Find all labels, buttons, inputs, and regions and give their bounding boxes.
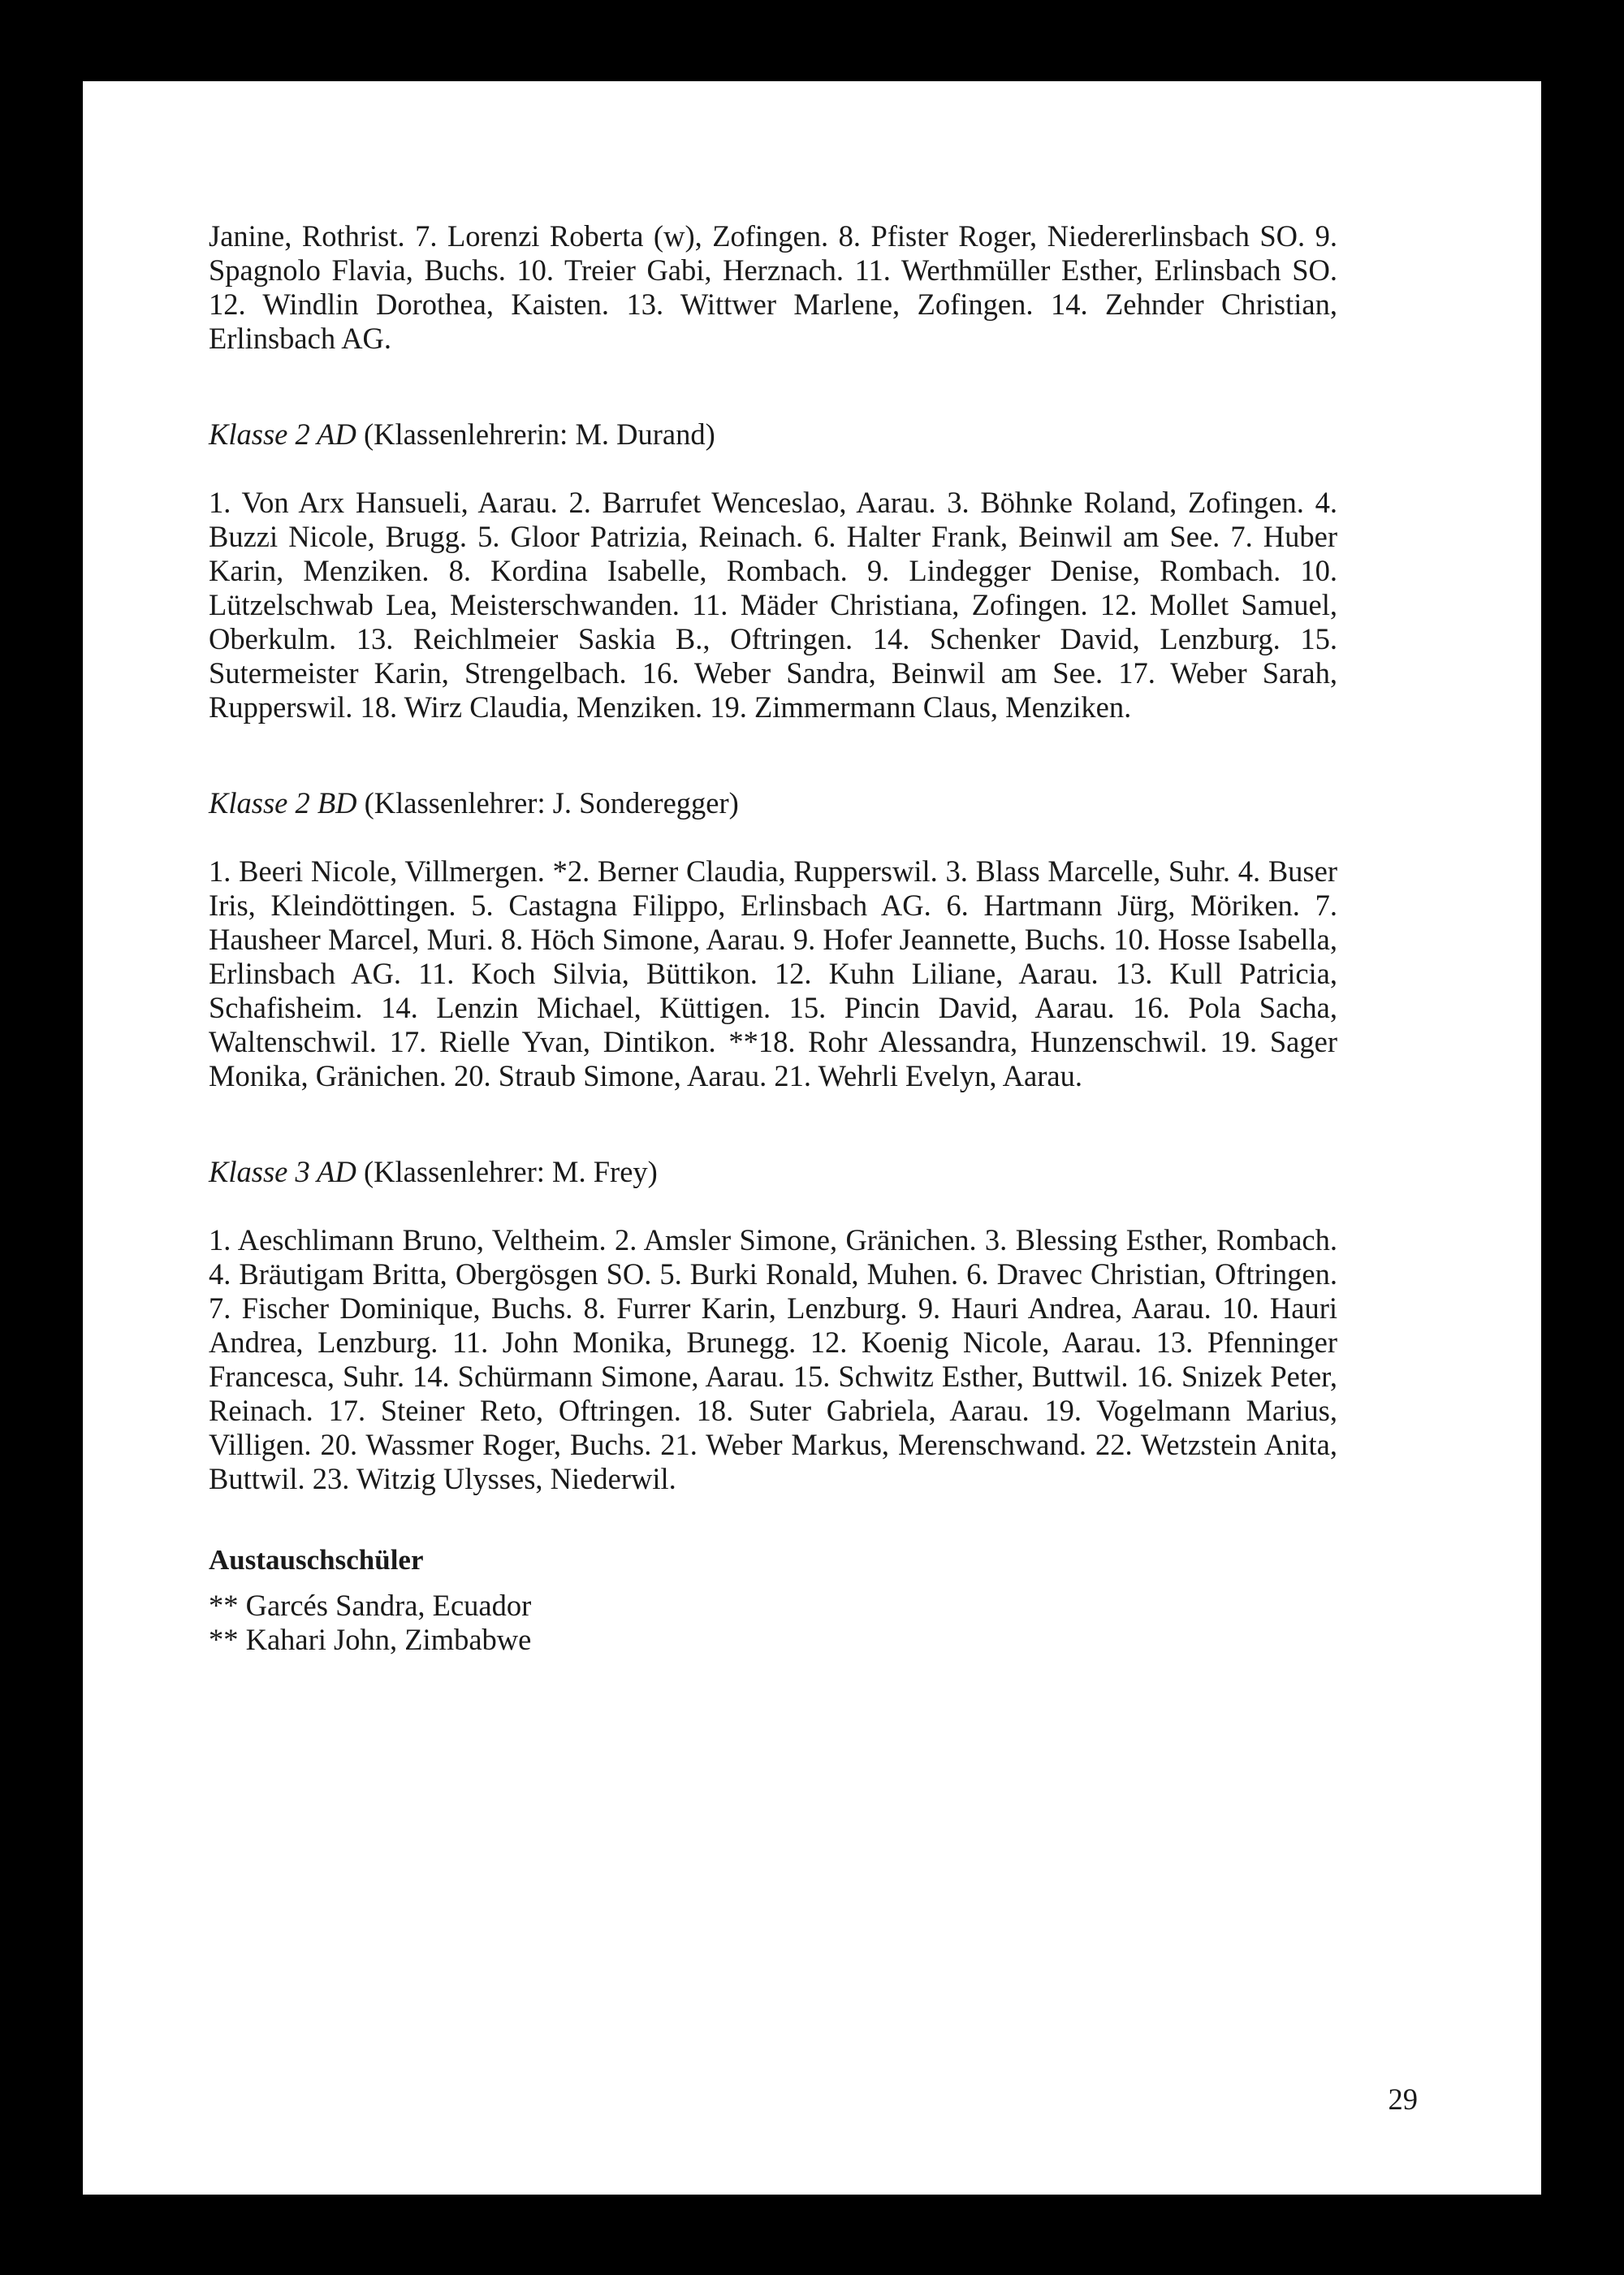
class-title: Klasse 2 BD — [209, 786, 357, 820]
exchange-students-list — [209, 1589, 1337, 1657]
class-students-2ad: 1. Von Arx Hansueli, Aarau. 2. Barrufet Wenceslao, Aarau. 3. Böhnke Roland, Zofingen. 4. Buzzi Nicole, Brugg. 5. Gloor Patrizia, Reinach. 6. Halter Frank, Beinwil am See. 7. Huber Karin, Menziken. 8. Kordina Isabelle, Rombach. 9. Lindegger Denise, Rombach. 10. Lützelschwab Lea, Meisterschwanden. 11. Mäder Christiana, Zofingen. 12. Mollet Samuel, Oberkulm. 13. Reichlmeier Saskia B., Oftringen. 14. Schenker David, Lenzburg. 15. Sutermeister Karin, Strengelbach. 16. Weber Sandra, Beinwil am See. 17. Weber Sarah, Rupperswil. 18. Wirz Claudia, Menziken. 19. Zimmermann Claus, Menziken. — [209, 486, 1337, 724]
document-page — [83, 81, 1541, 2195]
page-content — [209, 219, 1337, 1657]
exchange-students-heading: Austauschschüler — [209, 1544, 424, 1576]
exchange-student-entry: ** Kahari John, Zimbabwe — [209, 1623, 532, 1656]
class-heading-2bd — [209, 786, 1337, 820]
intro-paragraph: Janine, Rothrist. 7. Lorenzi Roberta (w), Zofingen. 8. Pfister Roger, Niedererlinsbach SO. 9. Spagnolo Flavia, Buchs. 10. Treier Gabi, Herznach. 11. Werthmüller Esther, Erlinsbach SO. 12. Windlin Dorothea, Kaisten. 13. Wittwer Marlene, Zofingen. 14. Zehnder Christian, Erlinsbach AG. — [209, 219, 1337, 355]
class-teacher: (Klassenlehrerin: M. Durand) — [363, 417, 715, 451]
class-teacher: (Klassenlehrer: J. Sonderegger) — [364, 786, 739, 820]
class-teacher: (Klassenlehrer: M. Frey) — [363, 1155, 658, 1188]
class-students-2bd: 1. Beeri Nicole, Villmergen. *2. Berner Claudia, Rupperswil. 3. Blass Marcelle, Suhr. 4. Buser Iris, Kleindöttingen. 5. Castagna Filippo, Erlinsbach AG. 6. Hartmann Jürg, Möriken. 7. Hausheer Marcel, Muri. 8. Höch Simone, Aarau. 9. Hofer Jeannette, Buchs. 10. Hosse Isabella, Erlinsbach AG. 11. Koch Silvia, Büttikon. 12. Kuhn Liliane, Aarau. 13. Kull Patricia, Schafisheim. 14. Lenzin Michael, Küttigen. 15. Pincin David, Aarau. 16. Pola Sacha, Waltenschwil. 17. Rielle Yvan, Dintikon. **18. Rohr Alessandra, Hunzenschwil. 19. Sager Monika, Gränichen. 20. Straub Simone, Aarau. 21. Wehrli Evelyn, Aarau. — [209, 854, 1337, 1092]
class-students-3ad: 1. Aeschlimann Bruno, Veltheim. 2. Amsler Simone, Gränichen. 3. Blessing Esther, Rombach. 4. Bräutigam Britta, Obergösgen SO. 5. Burki Ronald, Muhen. 6. Dravec Christian, Oftringen. 7. Fischer Dominique, Buchs. 8. Furrer Karin, Lenzburg. 9. Hauri Andrea, Aarau. 10. Hauri Andrea, Lenzburg. 11. John Monika, Brunegg. 12. Koenig Nicole, Aarau. 13. Pfenninger Francesca, Suhr. 14. Schürmann Simone, Aarau. 15. Schwitz Esther, Buttwil. 16. Snizek Peter, Reinach. 17. Steiner Reto, Oftringen. 18. Suter Gabriela, Aarau. 19. Vogelmann Marius, Villigen. 20. Wassmer Roger, Buchs. 21. Weber Markus, Merenschwand. 22. Wetzstein Anita, Buttwil. 23. Witzig Ulysses, Niederwil. — [209, 1223, 1337, 1495]
class-title: Klasse 3 AD — [209, 1155, 356, 1188]
page-number: 29 — [1388, 2083, 1418, 2116]
class-heading-2ad — [209, 417, 1337, 452]
exchange-student-entry: ** Garcés Sandra, Ecuador — [209, 1589, 532, 1622]
class-title: Klasse 2 AD — [209, 417, 356, 451]
class-heading-3ad — [209, 1155, 1337, 1189]
